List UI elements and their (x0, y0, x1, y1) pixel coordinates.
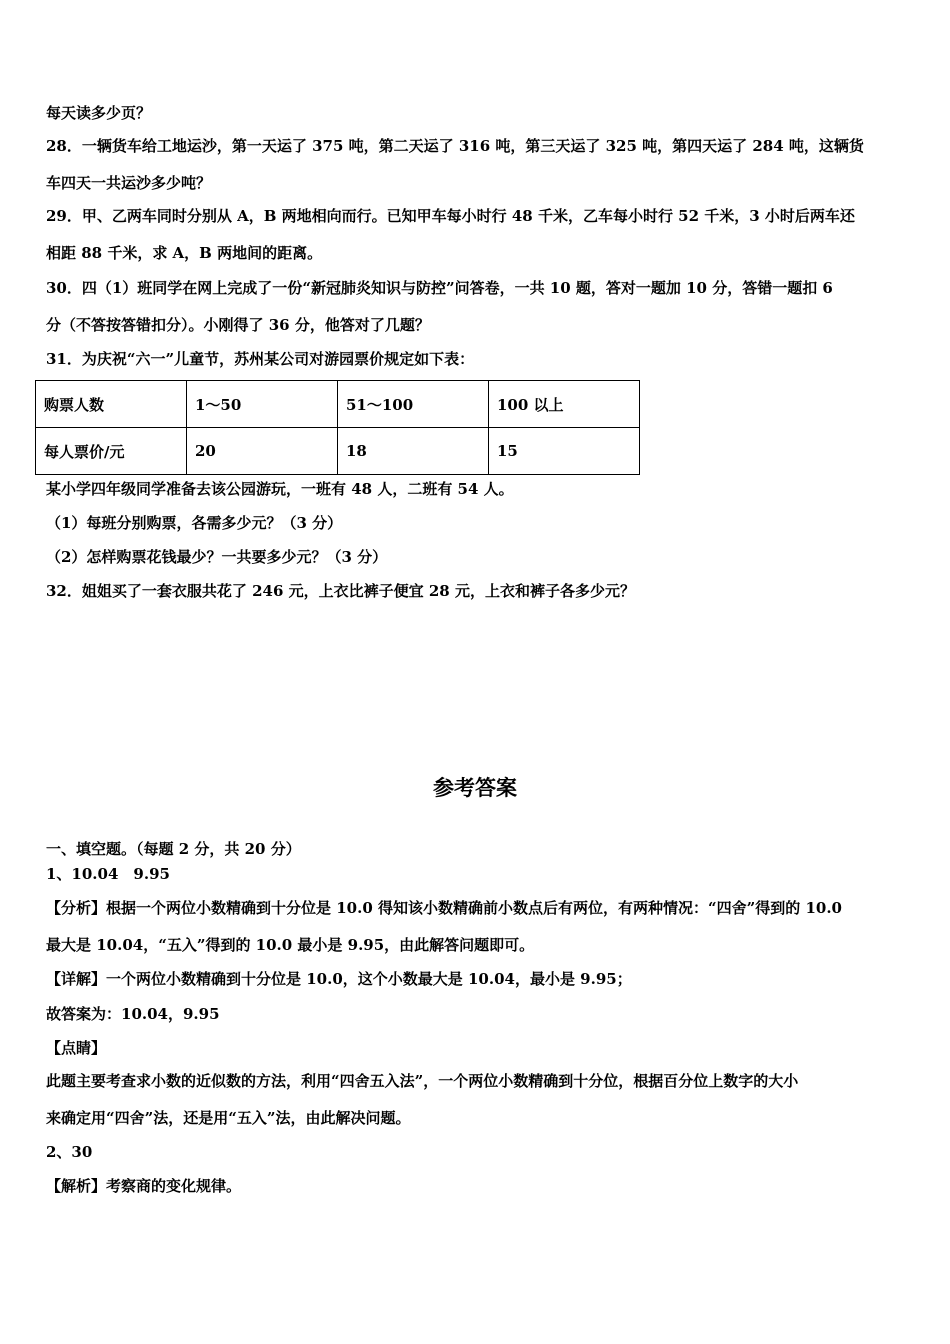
table-cell: 18 (338, 428, 489, 475)
question-28-line-1: 28．一辆货车给工地运沙，第一天运了 375 吨，第二天运了 316 吨，第三天运了 325 吨，第四天运了 284 吨，这辆货 (46, 137, 864, 155)
question-28-line-2: 车四天一共运沙多少吨？ (46, 174, 212, 192)
table-cell: 100 以上 (489, 381, 640, 428)
question-30-line-1: 30．四（1）班同学在网上完成了一份“新冠肺炎知识与防控”问答卷，一共 10 题，答对一题加 10 分，答错一题扣 6 (46, 279, 833, 297)
question-29-line-1: 29．甲、乙两车同时分别从 A，B 两地相向而行。已知甲车每小时行 48 千米，乙车每小时行 52 千米，3 小时后两车还 (46, 207, 855, 225)
table-cell: 每人票价/元 (36, 428, 187, 475)
table-row (36, 381, 640, 428)
answer-1-final: 故答案为：10.04，9.95 (46, 1005, 220, 1023)
table-cell: 1～50 (187, 381, 338, 428)
table-cell: 购票人数 (36, 381, 187, 428)
question-31-intro: 31．为庆祝“六一”儿童节，苏州某公司对游园票价规定如下表： (46, 350, 475, 368)
answer-1-comment-line-2: 来确定用“四舍”法，还是用“五入”法，由此解决问题。 (46, 1109, 411, 1127)
table-cell: 20 (187, 428, 338, 475)
answer-1-analysis-line-2: 最大是 10.04，“五入”得到的 10.0 最小是 9.95，由此解答问题即可。 (46, 936, 535, 954)
question-30-line-2: 分（不答按答错扣分）。小刚得了 36 分，他答对了几题？ (46, 316, 430, 334)
answer-2: 2、30 (46, 1143, 93, 1161)
table-cell: 51～100 (338, 381, 489, 428)
answer-1-analysis-line-1: 【分析】根据一个两位小数精确到十分位是 10.0 得知该小数精确前小数点后有两位，有两种情况：“四舍”得到的 10.0 (46, 899, 842, 917)
question-32: 32．姐姐买了一套衣服共花了 246 元，上衣比裤子便宜 28 元，上衣和裤子各多少元？ (46, 582, 635, 600)
ticket-price-table (35, 380, 640, 475)
question-29-line-2: 相距 88 千米，求 A，B 两地间的距离。 (46, 244, 323, 262)
answers-title: 参考答案 (433, 776, 517, 800)
answer-1: 1、10.04 9.95 (46, 865, 170, 883)
answer-2-analysis: 【解析】考察商的变化规律。 (46, 1177, 242, 1195)
answer-1-comment-line-1: 此题主要考查求小数的近似数的方法，利用“四舍五入法”，一个两位小数精确到十分位，根据百分位上数字的大小 (46, 1072, 799, 1090)
answers-section-heading: 一、填空题。（每题 2 分，共 20 分） (46, 840, 301, 858)
question-31-context: 某小学四年级同学准备去该公园游玩，一班有 48 人，二班有 54 人。 (46, 480, 514, 498)
answer-1-detail: 【详解】一个两位小数精确到十分位是 10.0，这个小数最大是 10.04，最小是 9.95； (46, 970, 632, 988)
table-cell: 15 (489, 428, 640, 475)
question-31-sub-1: （1）每班分别购票，各需多少元？（3 分） (46, 514, 343, 532)
question-27-end: 每天读多少页？ (46, 104, 152, 122)
answer-1-comment-label: 【点睛】 (46, 1039, 107, 1057)
question-31-sub-2: （2）怎样购票花钱最少？一共要多少元？（3 分） (46, 548, 388, 566)
table-row (36, 428, 640, 475)
